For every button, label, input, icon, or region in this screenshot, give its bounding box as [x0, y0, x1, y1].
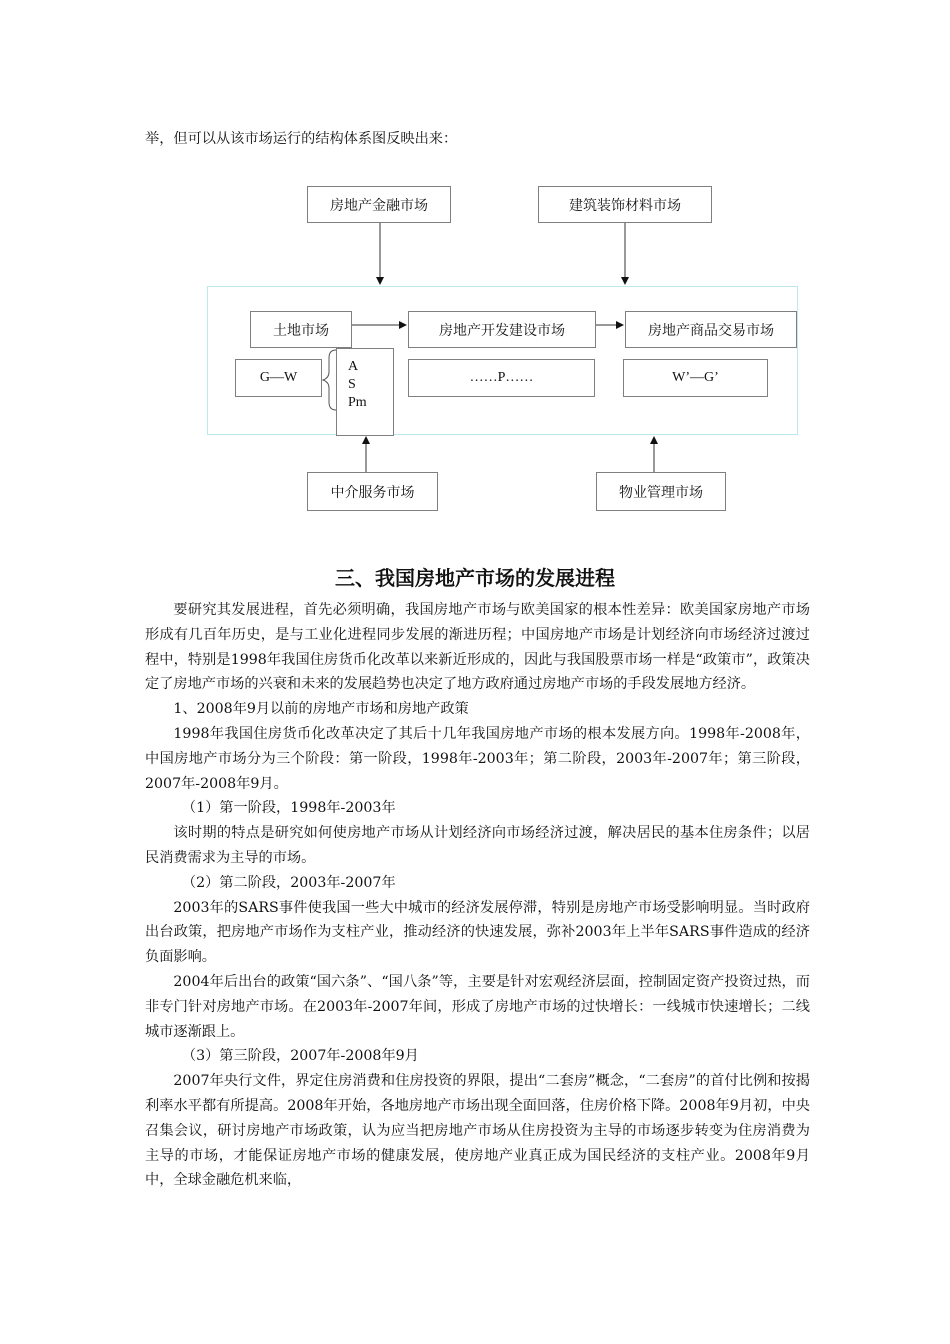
property-mgmt-market-box: 物业管理市场 [596, 472, 726, 511]
subheading: 1、2008年9月以前的房地产市场和房地产政策 [173, 701, 469, 718]
finance-market-box: 房地产金融市场 [307, 186, 451, 223]
subheading: （1）第一阶段，1998年-2003年 [181, 800, 396, 817]
development-market-box: 房地产开发建设市场 [408, 311, 596, 348]
diagram-connectors [0, 0, 950, 560]
aspm-box [336, 348, 394, 436]
paragraph: 要研究其发展进程，首先必须明确，我国房地产市场与欧美国家的根本性差异：欧美国家房地产市场形成有几百年历史，是与工业化进程同步发展的渐进历程；中国房地产市场是计划经济向市场经济过渡过程中，特别是1998年我国住房货币化改革以来新近形成的，因此与我国股票市场一样是“政策市”，政策决定了房地产市场的兴衰和未来的发展趋势也决定了地方政府通过房地产市场的手段发展地方经济。 [145, 602, 810, 693]
paragraph: 该时期的特点是研究如何使房地产市场从计划经济向市场经济过渡，解决居民的基本住房条件；以居民消费需求为主导的市场。 [145, 825, 810, 866]
g-w-box: G—W [235, 359, 322, 397]
aspm-a: A [348, 359, 359, 374]
paragraph: 2007年央行文件，界定住房消费和住房投资的界限，提出“二套房”概念，“二套房”的首付比例和按揭利率水平都有所提高。2008年开始，各地房地产市场出现全面回落，住房价格下降。2008年9月初，中央召集会议，研讨房地产市场政策，认为应当把房地产市场从住房投资为主导的市场逐步转变为住房消费为主导的市场，才能保证房地产市场的健康发展，使房地产业真正成为国民经济的支柱产业。2008年9月中，全球金融危机来临， [145, 1073, 810, 1189]
paragraph: 1998年我国住房货币化改革决定了其后十几年我国房地产市场的根本发展方向。1998年-2008年，中国房地产市场分为三个阶段：第一阶段，1998年-2003年；第二阶段，2003年-2007年；第三阶段，2007年-2008年9月。 [145, 725, 810, 792]
paragraph: 2003年的SARS事件使我国一些大中城市的经济发展停滞，特别是房地产市场受影响明显。当时政府出台政策，把房地产市场作为支柱产业，推动经济的快速发展，弥补2003年上半年SARS事件造成的经济负面影响。 [145, 899, 810, 966]
p-stage-box: ……P…… [408, 359, 595, 397]
land-market-box: 土地市场 [250, 311, 352, 348]
aspm-s: S [348, 377, 356, 392]
materials-market-box: 建筑装饰材料市场 [538, 186, 712, 223]
aspm-pm: Pm [348, 395, 367, 410]
brace [323, 350, 336, 410]
trade-market-box: 房地产商品交易市场 [625, 311, 797, 348]
subheading: （2）第二阶段，2003年-2007年 [181, 874, 396, 891]
subheading: （3）第三阶段，2007年-2008年9月 [181, 1048, 419, 1065]
intro-line: 举，但可以从该市场运行的结构体系图反映出来： [145, 131, 458, 147]
section-body [145, 598, 810, 1193]
paragraph: 2004年后出台的政策“国六条”、“国八条”等，主要是针对宏观经济层面，控制固定资产投资过热，而非专门针对房地产市场。在2003年-2007年间，形成了房地产市场的过快增长：一线城市快速增长；二线城市逐渐跟上。 [145, 973, 810, 1040]
w-g-box: W’—G’ [623, 359, 768, 397]
agency-market-box: 中介服务市场 [307, 472, 438, 511]
section-title: 三、我国房地产市场的发展进程 [335, 566, 615, 590]
